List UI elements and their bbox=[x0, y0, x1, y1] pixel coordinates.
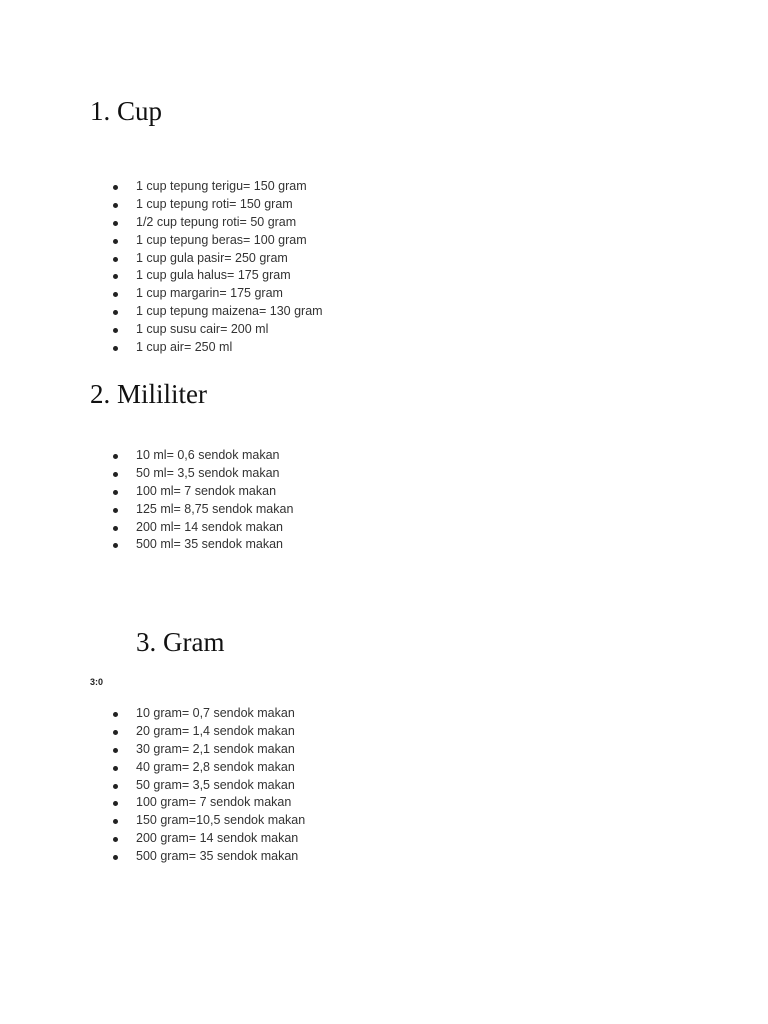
bullet-icon bbox=[113, 801, 118, 806]
bullet-icon bbox=[113, 543, 118, 548]
bullet-icon bbox=[113, 203, 118, 208]
list-item-text: 50 gram= 3,5 sendok makan bbox=[136, 777, 295, 792]
bullet-icon bbox=[113, 855, 118, 860]
bullet-icon bbox=[113, 766, 118, 771]
section-heading-cup: 1. Cup bbox=[90, 96, 163, 126]
bullet-icon bbox=[113, 784, 118, 789]
bullet-icon bbox=[113, 490, 118, 495]
list-item-text: 1 cup tepung beras= 100 gram bbox=[136, 232, 307, 247]
list-item-text: 10 gram= 0,7 sendok makan bbox=[136, 706, 295, 720]
bullet-icon bbox=[113, 310, 118, 315]
section-heading-gram: 3. Gram bbox=[136, 627, 225, 657]
list-item-text: 100 gram= 7 sendok makan bbox=[136, 795, 292, 810]
bullet-icon bbox=[113, 346, 118, 351]
bullet-icon bbox=[113, 257, 118, 262]
bullet-icon bbox=[113, 292, 118, 297]
section-heading-mililiter: 2. Mililiter bbox=[90, 379, 207, 409]
list-item-text: 1 cup gula halus= 175 gram bbox=[136, 268, 291, 283]
bullet-icon bbox=[113, 328, 118, 333]
list-item-text: 500 ml= 35 sendok makan bbox=[136, 537, 283, 552]
bullet-icon bbox=[113, 274, 118, 279]
list-item-text: 100 ml= 7 sendok makan bbox=[136, 483, 277, 498]
list-item-text: 1 cup tepung terigu= 150 gram bbox=[136, 179, 307, 193]
bullet-icon bbox=[113, 730, 118, 735]
list-item-text: 20 gram= 1,4 sendok makan bbox=[136, 723, 295, 738]
list-item-text: 1 cup air= 250 ml bbox=[136, 340, 233, 355]
list-item-text: 125 ml= 8,75 sendok makan bbox=[136, 501, 294, 516]
bullet-icon bbox=[113, 837, 118, 842]
bullet-icon bbox=[113, 472, 118, 477]
bullet-icon bbox=[113, 712, 118, 717]
list-item-text: 150 gram=10,5 sendok makan bbox=[136, 813, 306, 828]
list-item-text: 200 gram= 14 sendok makan bbox=[136, 831, 299, 846]
bullet-icon bbox=[113, 239, 118, 244]
gram-section-note: 3:0 bbox=[90, 677, 104, 687]
bullet-icon bbox=[113, 508, 118, 513]
bullet-icon bbox=[113, 221, 118, 226]
bullet-icon bbox=[113, 185, 118, 190]
list-item-text: 200 ml= 14 sendok makan bbox=[136, 519, 283, 534]
list-item-text: 1 cup tepung roti= 150 gram bbox=[136, 196, 293, 211]
list-item-text: 1/2 cup tepung roti= 50 gram bbox=[136, 214, 297, 229]
list-item-text: 1 cup margarin= 175 gram bbox=[136, 286, 283, 301]
bullet-icon bbox=[113, 454, 118, 459]
list-item-text: 40 gram= 2,8 sendok makan bbox=[136, 759, 295, 774]
list-item-text: 30 gram= 2,1 sendok makan bbox=[136, 741, 295, 756]
bullet-icon bbox=[113, 748, 118, 753]
bullet-icon bbox=[113, 526, 118, 531]
list-item-text: 500 gram= 35 sendok makan bbox=[136, 849, 299, 864]
list-item-text: 1 cup susu cair= 200 ml bbox=[136, 322, 269, 337]
list-item-text: 10 ml= 0,6 sendok makan bbox=[136, 448, 280, 462]
list-item-text: 1 cup tepung maizena= 130 gram bbox=[136, 304, 323, 319]
bullet-icon bbox=[113, 819, 118, 824]
list-item-text: 1 cup gula pasir= 250 gram bbox=[136, 250, 288, 265]
list-item-text: 50 ml= 3,5 sendok makan bbox=[136, 465, 280, 480]
